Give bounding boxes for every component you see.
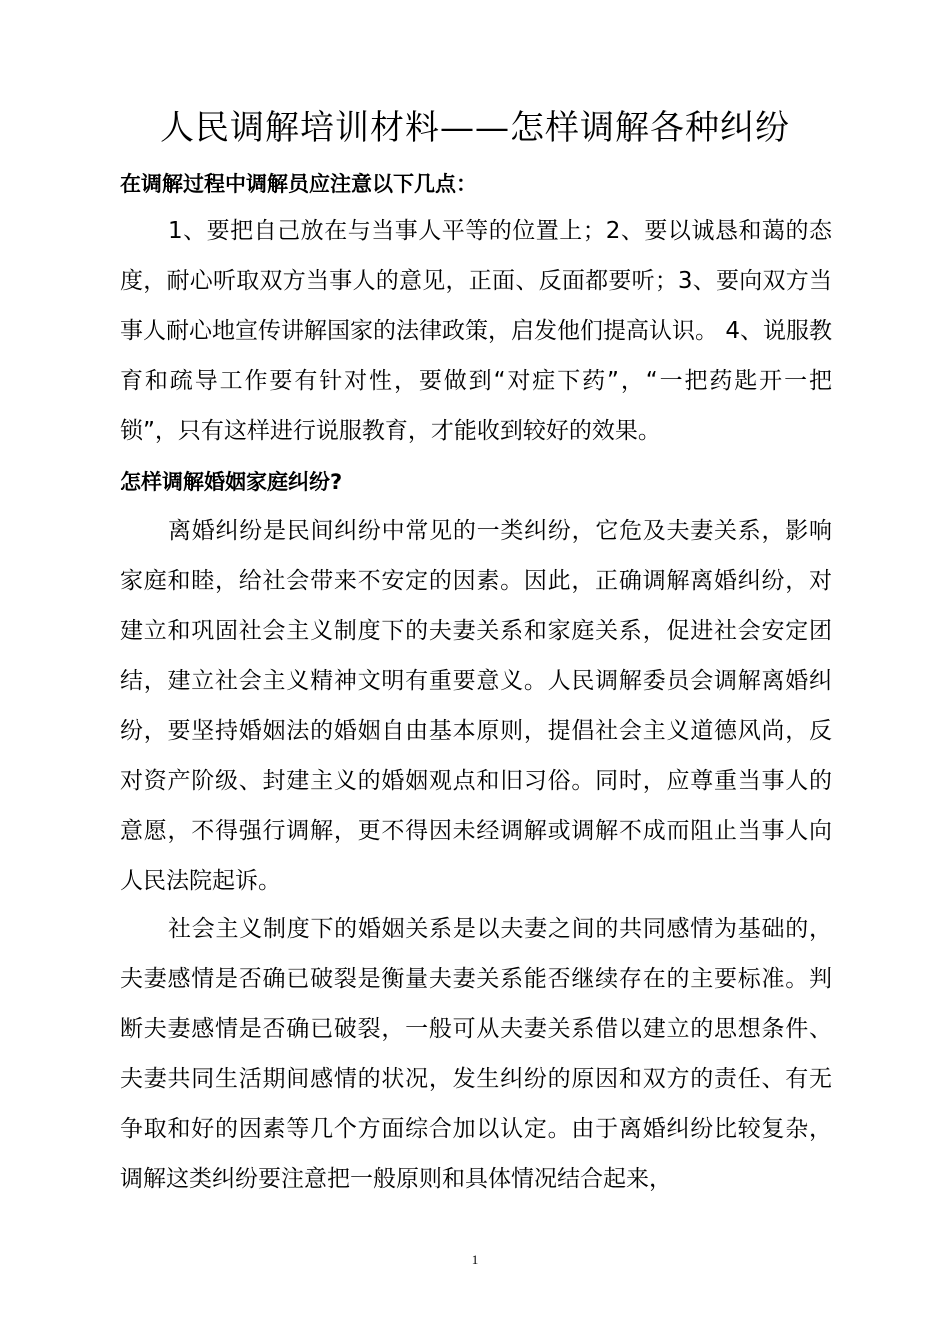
section-heading-mediator-points: 在调解过程中调解员应注意以下几点：: [120, 172, 477, 196]
paragraph: 1、要把自己放在与当事人平等的位置上；2、要以诚恳和蔼的态度，耐心听取双方当事人的意见，正面、反面都要听；3、要向双方当事人耐心地宣传讲解国家的法律政策，启发他们提高认识。 4、说服教育和疏导工作要有针对性，要做到“对症下药”，“一把药匙开一把锁”，只有这样进行说服教育，才能收到较好的效果。: [120, 218, 832, 444]
paragraph: 离婚纠纷是民间纠纷中常见的一类纠纷，它危及夫妻关系，影响家庭和睦，给社会带来不安定的因素。因此，正确调解离婚纠纷，对建立和巩固社会主义制度下的夫妻关系和家庭关系，促进社会安定团结，建立社会主义精神文明有重要意义。人民调解委员会调解离婚纠纷，要坚持婚姻法的婚姻自由基本原则，提倡社会主义道德风尚，反对资产阶级、封建主义的婚姻观点和旧习俗。同时，应尊重当事人的意愿，不得强行调解，更不得因未经调解或调解不成而阻止当事人向人民法院起诉。: [120, 518, 832, 894]
paragraph: 社会主义制度下的婚姻关系是以夫妻之间的共同感情为基础的，夫妻感情是否确已破裂是衡量夫妻关系能否继续存在的主要标准。判断夫妻感情是否确已破裂，一般可从夫妻关系借以建立的思想条件、夫妻共同生活期间感情的状况，发生纠纷的原因和双方的责任、有无争取和好的因素等几个方面综合加以认定。由于离婚纠纷比较复杂，调解这类纠纷要注意把一般原则和具体情况结合起来，: [120, 916, 832, 1192]
document-title: 人民调解培训材料——怎样调解各种纠纷: [160, 108, 790, 148]
section-heading-marriage-disputes: 怎样调解婚姻家庭纠纷?: [120, 470, 343, 494]
page-number: 1: [471, 1252, 479, 1267]
